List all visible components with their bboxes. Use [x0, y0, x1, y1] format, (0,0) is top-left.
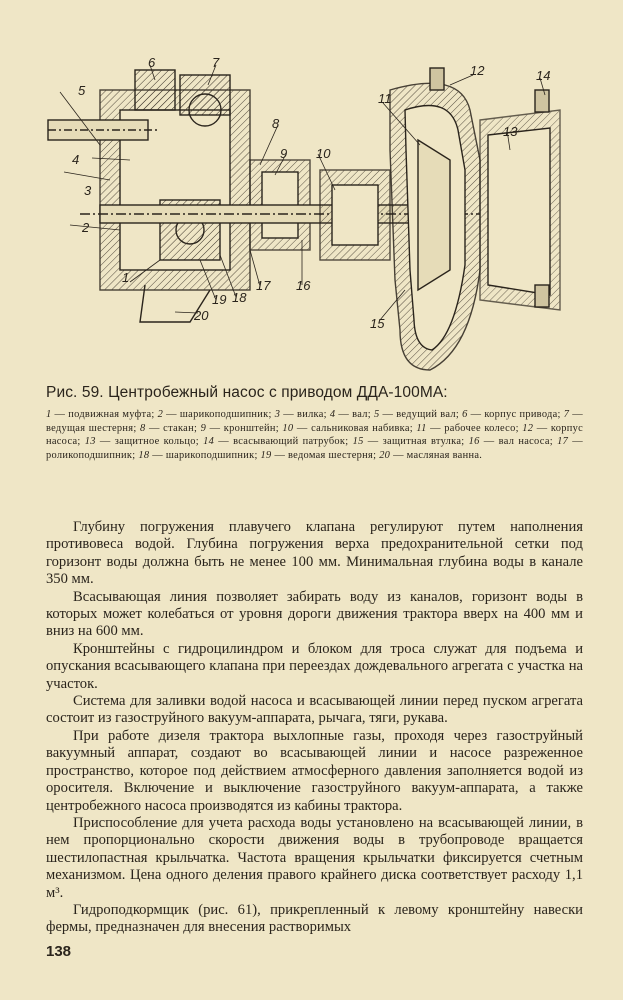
callout-14: 14	[536, 68, 551, 83]
legend-number: 15	[352, 436, 364, 447]
legend-number: 8	[140, 422, 146, 434]
legend-number: 20	[379, 449, 391, 461]
legend-number: 14	[203, 436, 215, 447]
legend-number: 3	[274, 409, 281, 420]
figure-caption-title: Рис. 59. Центробежный насос с приводом ДДА-100МА:	[46, 384, 448, 401]
legend-number: 19	[260, 449, 272, 461]
paragraph: Всасывающая линия позволяет забирать воду из каналов, горизонт воды в которых может колебаться от уровня дороги движения трактора вверх на 400 мм и вниз на 600 мм.	[46, 588, 583, 640]
callout-5: 5	[78, 83, 86, 98]
legend-number: 4	[329, 409, 336, 420]
pump-cross-section-illustration	[40, 50, 588, 382]
legend-entry	[462, 409, 564, 420]
legend-text: — роликоподшипник;	[46, 436, 583, 461]
figure-legend	[46, 408, 583, 462]
legend-text: — защитная втулка;	[363, 436, 469, 447]
body-text	[46, 519, 583, 937]
legend-number: 6	[462, 409, 468, 420]
legend-entry	[138, 450, 260, 461]
legend-number: 9	[200, 422, 207, 434]
legend-text: — вал насоса;	[479, 436, 558, 447]
legend-text: — корпус привода;	[467, 409, 564, 420]
legend-entry	[330, 409, 374, 420]
legend-entry	[275, 409, 330, 420]
legend-entry	[140, 423, 201, 434]
callout-3: 3	[84, 183, 92, 198]
paragraph: Гидроподкормщик (рис. 61), прикрепленный к левому кронштейну навески фермы, предназначен для внесения растворимых	[46, 901, 583, 936]
paragraph: Приспособление для учета расхода воды установлено на всасывающей линии, в нем пропорционально скорости движения воды в трубопроводе вращается шестилопастная крыльчатка. Частота вращения крыльчатки фиксируется счетным механизмом. Цена одного деления правого крайнего диска соответствует расходу 1,1 м³.	[46, 814, 583, 901]
legend-number: 2	[157, 409, 164, 420]
legend-number: 16	[468, 436, 480, 447]
callout-4: 4	[72, 152, 80, 167]
legend-number: 12	[522, 422, 534, 434]
callout-11: 11	[378, 91, 392, 106]
legend-text: — рабочее колесо;	[426, 422, 523, 434]
legend-text: — защитное кольцо;	[95, 436, 204, 447]
legend-entry	[203, 436, 353, 447]
callout-18: 18	[232, 290, 247, 305]
callout-6: 6	[148, 55, 156, 70]
legend-number: 10	[282, 422, 294, 434]
callout-8: 8	[272, 116, 280, 131]
legend-entry	[374, 409, 462, 420]
page-number: 138	[46, 943, 72, 960]
legend-text: — всасывающий патрубок;	[214, 436, 353, 447]
callout-9: 9	[280, 146, 288, 161]
legend-number: 17	[557, 436, 569, 447]
legend-number: 7	[563, 409, 570, 420]
legend-number: 13	[84, 436, 96, 447]
legend-entry	[379, 450, 482, 461]
callout-13: 13	[503, 124, 518, 139]
legend-number: 1	[46, 409, 52, 420]
pump-drawing	[40, 50, 588, 382]
legend-text: — шарикоподшипник;	[149, 449, 261, 461]
legend-text: — ведущая шестерня;	[46, 409, 583, 434]
legend-number: 18	[138, 449, 150, 461]
paragraph: Система для заливки водой насоса и всасывающей линии перед пуском агрегата состоит из газоструйного вакуум-аппарата, рычага, тяги, рукава.	[46, 693, 583, 727]
paragraph: Кронштейны с гидроцилиндром и блоком для троса служат для подъема и опускания всасывающего клапана при переездах дождевального агрегата с участка на участок.	[46, 640, 583, 692]
legend-entry	[158, 409, 275, 420]
legend-text: — шарикоподшипник;	[163, 409, 275, 420]
callout-12: 12	[470, 63, 485, 78]
legend-text: — корпус насоса;	[46, 422, 583, 447]
callout-17: 17	[256, 278, 271, 293]
legend-text: — вилка;	[280, 409, 330, 420]
legend-text: — ведомая шестерня;	[271, 449, 380, 461]
legend-text: — стакан;	[145, 422, 201, 434]
callout-19: 19	[212, 292, 227, 307]
callout-7: 7	[212, 55, 220, 70]
legend-entry	[201, 423, 283, 434]
callout-1: 1	[122, 270, 130, 285]
legend-entry	[416, 423, 522, 434]
legend-text: — сальниковая набивка;	[293, 422, 417, 434]
legend-entry	[85, 436, 203, 447]
callout-16: 16	[296, 278, 311, 293]
legend-entry	[46, 409, 158, 420]
callout-10: 10	[316, 146, 331, 161]
legend-text: — кронштейн;	[206, 422, 283, 434]
legend-entry	[469, 436, 558, 447]
paragraph: При работе дизеля трактора выхлопные газы, проходя через газоструйный вакуумный аппарат, создают во всасывающей линии и насосе разреженное пространство, которое под действием атмосферного давления заполняется водой из оросителя. Включение и выключение газоструйного вакуум-аппарата, а также центробежного насоса производятся из кабины трактора.	[46, 727, 583, 814]
legend-text: — ведущий вал;	[379, 409, 463, 420]
legend-text: — вал;	[335, 409, 374, 420]
legend-number: 11	[416, 422, 427, 434]
paragraph: Глубину погружения плавучего клапана регулируют путем наполнения противовеса водой. Глубина погружения верха предохранительной сетки под горизонт воды должна быть не менее 100 мм. Минимальная глубина воды в канале 350 мм.	[46, 519, 583, 588]
legend-entry	[261, 450, 380, 461]
callout-15: 15	[370, 316, 385, 331]
legend-entry	[353, 436, 469, 447]
legend-text: — масляная ванна.	[390, 449, 483, 461]
legend-number: 5	[373, 409, 380, 420]
legend-entry	[282, 423, 416, 434]
callout-20: 20	[194, 308, 209, 323]
legend-text: — подвижная муфта;	[51, 409, 158, 420]
callout-2: 2	[82, 220, 90, 235]
